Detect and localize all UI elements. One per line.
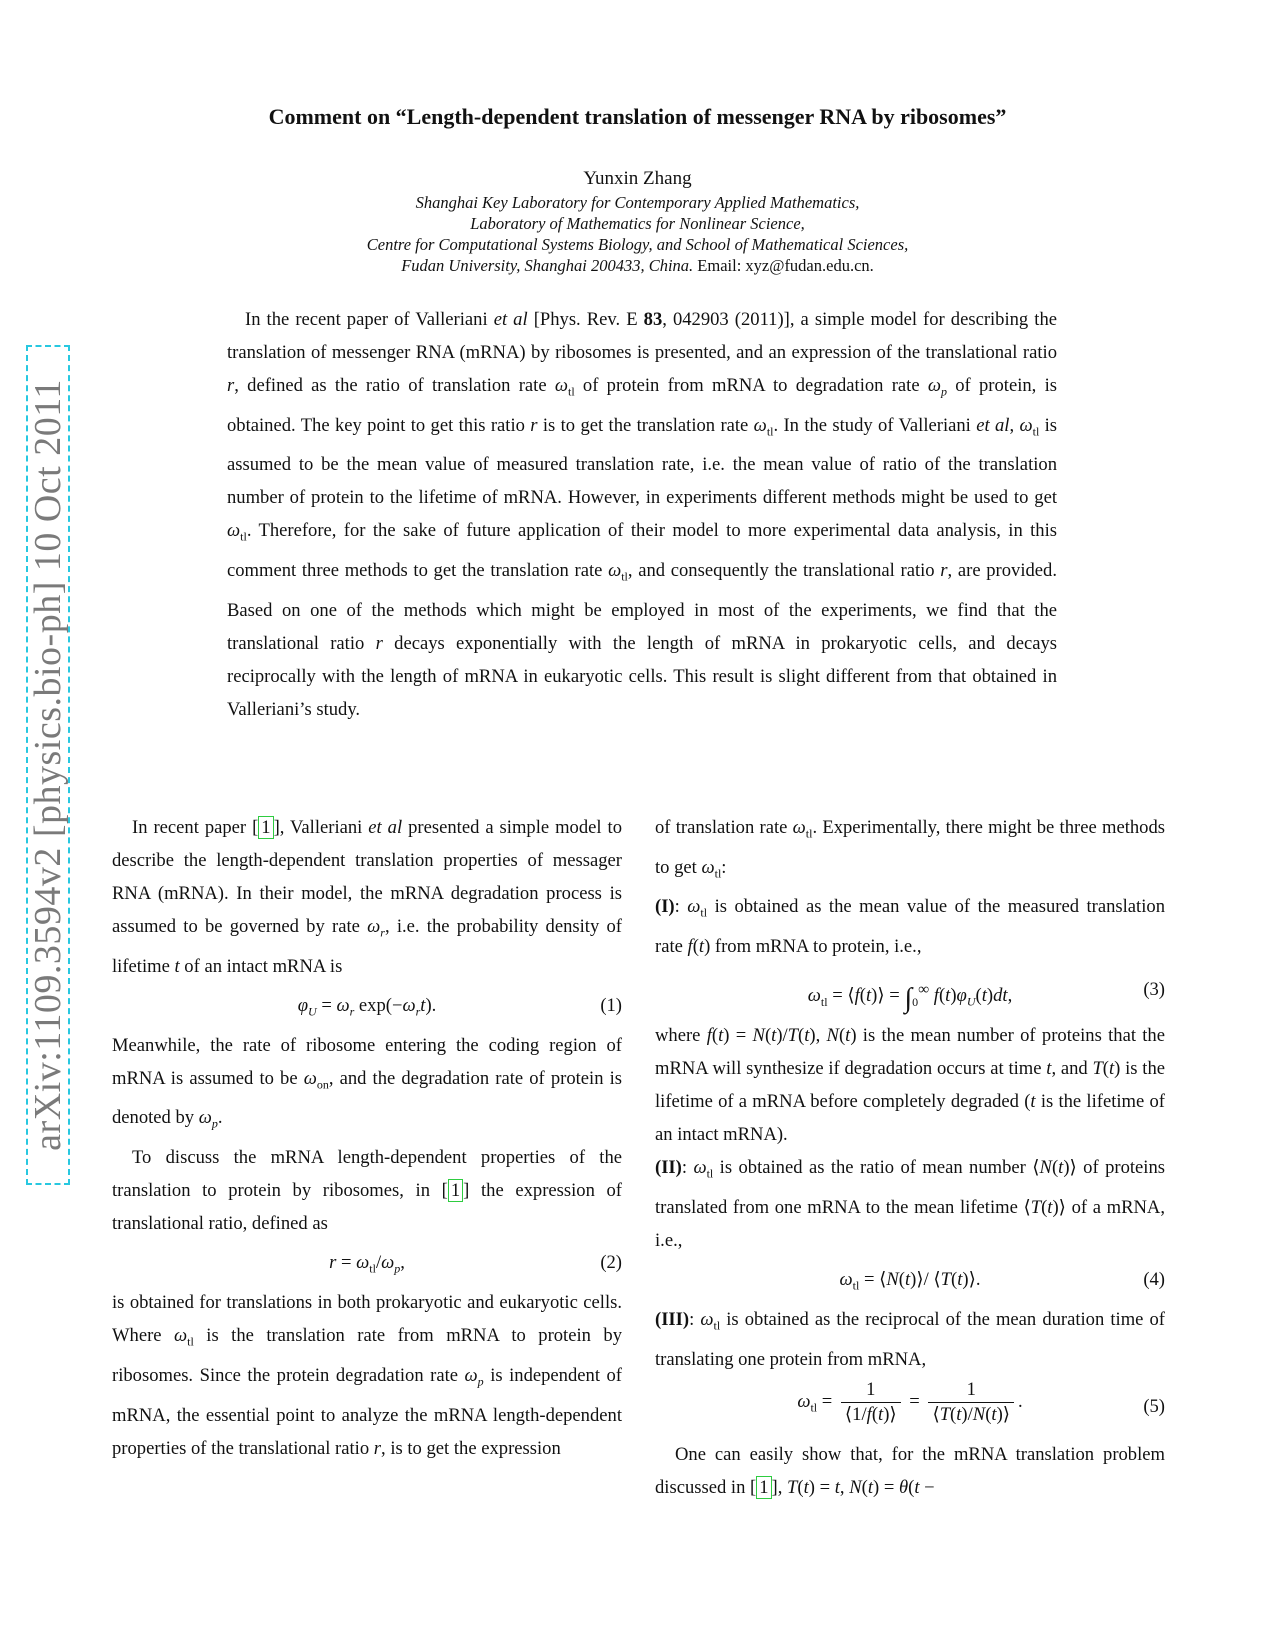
paper-title: Comment on “Length-dependent translation of messenger RNA by ribosomes” (268, 104, 1007, 129)
affiliation-address: Fudan University, Shanghai 200433, China. (401, 256, 694, 275)
arxiv-stamp[interactable] (26, 345, 70, 1185)
arxiv-id-label: arXiv:1109.3594v2 [physics.bio-ph] 10 Oct 2011 (27, 379, 69, 1151)
equation-number: (3) (1143, 979, 1165, 1001)
equation-1: $\varphi_U = \omega_r$ $\exp(-\omega_rt)$. (1) (112, 983, 622, 1029)
method-label: (III) (655, 1308, 690, 1330)
paragraph: where f(t) = N(t)/T(t), N(t) is the mean number of proteins that the mRNA will synthesize if degradation occurs at time t, and T(t) is the lifetime of a mRNA before completely degraded (t is the lifetime of an intact mRNA). (655, 1025, 1165, 1146)
equation-number: (5) (1143, 1395, 1165, 1417)
affiliation-line-2: Laboratory of Mathematics for Nonlinear Science, (470, 214, 805, 233)
equation-3: $\omega_{tl}$ = ⟨f(t)⟩ = $\int_0^\infty$ $f(t)\varphi_U(t)dt$, (3) (655, 963, 1165, 1019)
citation-link[interactable]: 1 (258, 816, 273, 839)
citation-link[interactable]: 1 (756, 1476, 771, 1499)
paragraph: is obtained for translations in both prokaryotic and eukaryotic cells. Where $\omega_{tl}$ is the translation rate from mRNA to protein by ribosomes. Since the protein degradation rate $\omega_p$ is independent of mRNA, the essential point to analyze the mRNA length-dependent properties of the translational ratio r, is to get the expression (112, 1292, 622, 1459)
paragraph: One can easily show that, for the mRNA translation problem discussed in [ 1 ], T(t) = t, N(t) = θ(t − (655, 1443, 1165, 1498)
affiliation-line-4 (0, 256, 1275, 276)
paragraph: (III): $\omega_{tl}$ is obtained as the reciprocal of the mean duration time of translating one protein from mRNA, (655, 1308, 1165, 1370)
equation-number: (4) (1143, 1268, 1165, 1290)
equation-number: (2) (600, 1252, 622, 1274)
right-column (655, 811, 1165, 1504)
paragraph: (I): $\omega_{tl}$ is obtained as the mean value of the measured translation rate f(t) from mRNA to protein, i.e., (655, 896, 1165, 958)
method-label: (I) (655, 896, 675, 918)
affiliation-line-1: Shanghai Key Laboratory for Contemporary Applied Mathematics, (415, 193, 860, 212)
email-label: Email: (697, 256, 742, 275)
email-address[interactable]: xyz@fudan.edu.cn. (745, 256, 874, 275)
paragraph: Meanwhile, the rate of ribosome entering the coding region of mRNA is assumed to be $\omega_{on}$, and the degradation rate of protein is denoted by $\omega_p$. (112, 1034, 623, 1132)
left-column (112, 811, 622, 1465)
method-label: (II) (655, 1157, 682, 1179)
equation-5: $\omega_{tl}$ = $\frac{1}{⟨1/f(t)⟩}$ = $\frac{1}{⟨T(t)/N(t)⟩}$ . (5) (797, 1378, 1165, 1425)
equation-number: (1) (600, 994, 622, 1016)
equation-2: $r = \omega_{tl}/\omega_p$, (2) (112, 1240, 622, 1286)
author-name: Yunxin Zhang (583, 168, 692, 189)
paragraph: of translation rate $\omega_{tl}$. Experimentally, there might be three methods to get $\omega_{tl}$: (655, 817, 1165, 881)
paragraph: In recent paper [ 1 ], Valleriani et al presented a simple model to describe the length-dependent translation properties of messager RNA (mRNA). In their model, the mRNA degradation process is assumed to be governed by rate $\omega_r$, i.e. the probability density of lifetime t of an intact mRNA is (112, 817, 622, 977)
paragraph: (II): $\omega_{tl}$ is obtained as the ratio of mean number ⟨N(t)⟩ of proteins translated from one mRNA to the mean lifetime ⟨T(t)⟩ of a mRNA, i.e., (655, 1157, 1165, 1251)
abstract-text: In the recent paper of Valleriani et al [Phys. Rev. E 83, 042903 (2011)], a simple model for describing the translation of messenger RNA (mRNA) by ribosomes is presented, and an expression of the translational ratio r, defined as the ratio of translation rate $\omega_{tl}$ of protein from mRNA to degradation rate $\omega_p$ of protein, is obtained. The key point to get this ratio r is to get the translation rate $\omega_{tl}$. In the study of Valleriani et al, $\omega_{tl}$ is assumed to be the mean value of measured translation rate, i.e. the mean value of ratio of the translation number of protein to the lifetime of mRNA. However, in experiments different methods might be used to get $\omega_{tl}$. Therefore, for the sake of future application of their model to more experimental data analysis, in this comment three methods to get the translation rate $\omega_{tl}$, and consequently the translational ratio r, are provided. Based on one of the methods which might be employed in most of the experiments, we find that the translational ratio r decays exponentially with the length of mRNA in prokaryotic cells, and decays reciprocally with the length of mRNA in eukaryotic cells. This result is slight different from that obtained in Valleriani’s study. (227, 309, 1058, 720)
citation-link[interactable]: 1 (448, 1179, 463, 1202)
paragraph: To discuss the mRNA length-dependent properties of the translation to protein by ribosomes, in [ 1 ] the expression of translational ratio, defined as (112, 1147, 622, 1235)
affiliation-line-3: Centre for Computational Systems Biology, and School of Mathematical Sciences, (366, 235, 909, 254)
abstract (227, 303, 1057, 726)
equation-4: $\omega_{tl}$ = ⟨N(t)⟩/ ⟨T(t)⟩. (4) (655, 1257, 1165, 1303)
